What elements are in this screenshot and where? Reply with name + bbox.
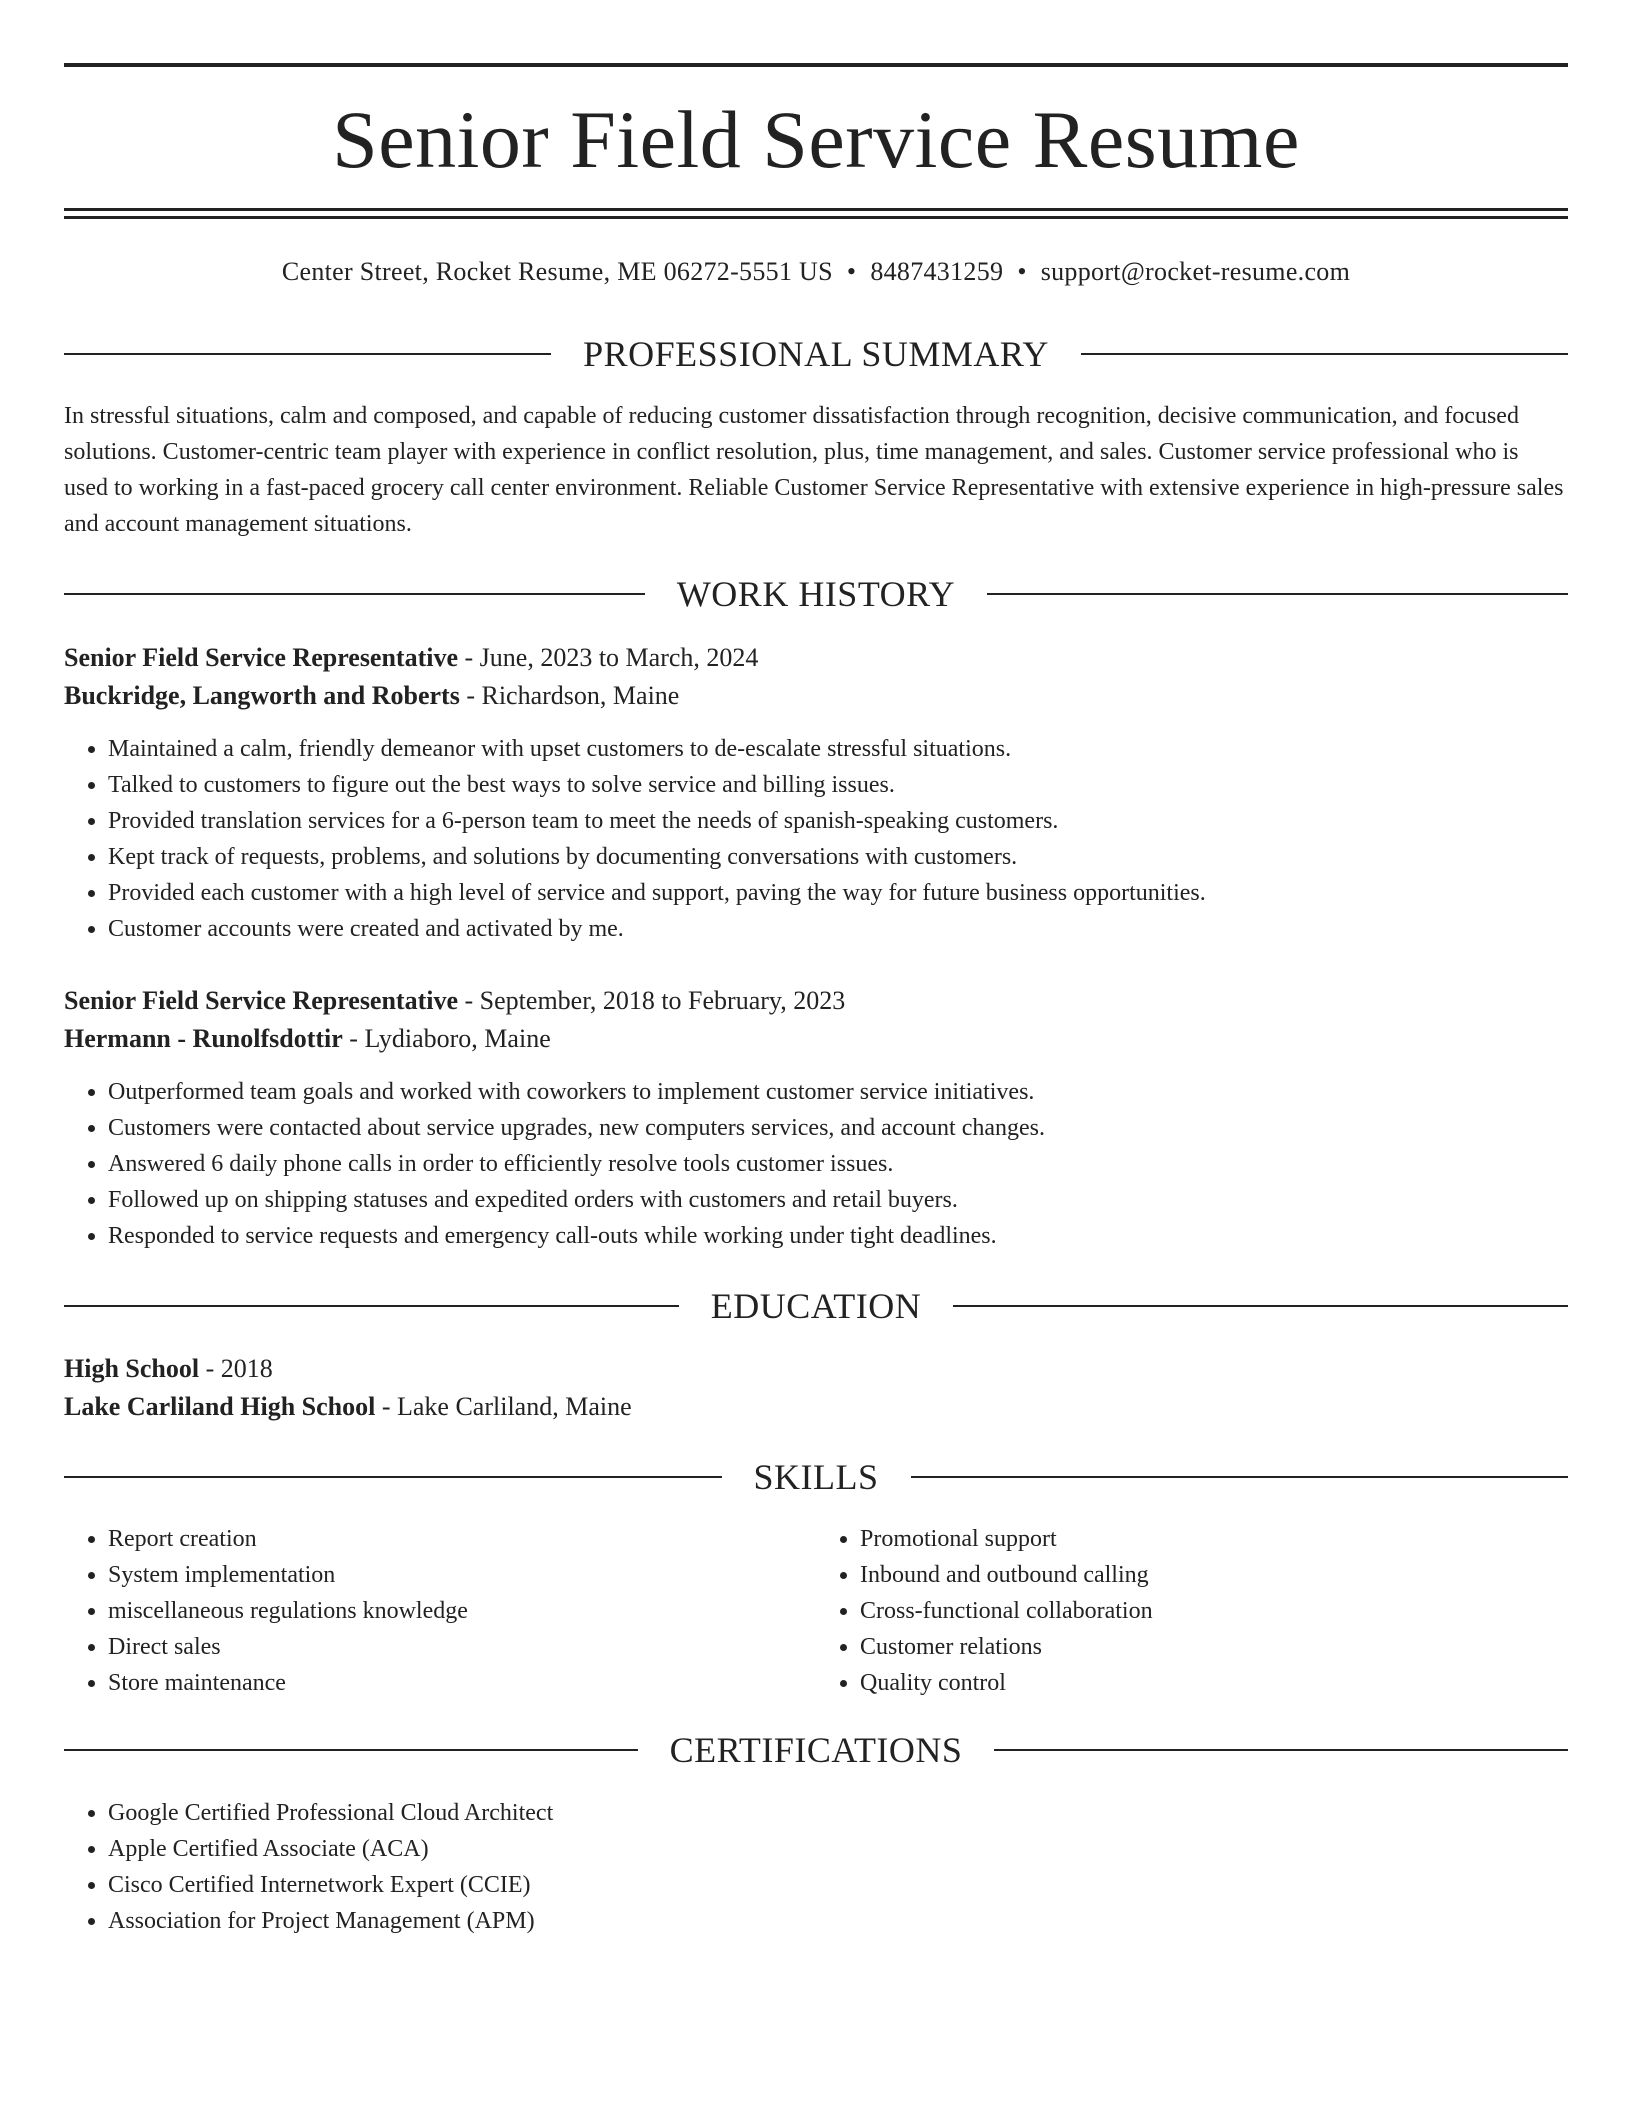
education-school: Lake Carliland High School [64,1392,376,1421]
heading-rule [64,593,645,595]
heading-rule [1081,353,1568,355]
section-title: WORK HISTORY [676,574,956,614]
contact-address: Center Street, Rocket Resume, ME 06272-5551 US [281,257,833,286]
contact-email: support@rocket-resume.com [1040,257,1351,286]
job-duties-list [64,1074,1568,1254]
education-year: - 2018 [199,1354,273,1383]
job-company-line [64,677,1568,715]
contact-line [64,254,1568,290]
list-item: • Customers were contacted about service upgrades, new computers services, and account changes. [108,1110,1568,1146]
job-entry [64,639,1568,947]
list-item: • Apple Certified Associate (ACA) [108,1831,1568,1867]
list-item: • Direct sales [108,1629,816,1665]
skills-list-left [64,1521,816,1701]
heading-rule [911,1476,1569,1478]
list-item: • Cisco Certified Internetwork Expert (CCIE) [108,1867,1568,1903]
list-item: • Promotional support [860,1521,1568,1557]
job-duties-list [64,731,1568,947]
list-item: • Inbound and outbound calling [860,1557,1568,1593]
list-item: • Answered 6 daily phone calls in order to efficiently resolve tools customer issues. [108,1146,1568,1182]
list-item: • System implementation [108,1557,816,1593]
list-item: • Report creation [108,1521,816,1557]
job-title-line [64,982,1568,1020]
list-item: • Kept track of requests, problems, and solutions by documenting conversations with customers. [108,839,1568,875]
top-divider [64,63,1568,67]
heading-rule [987,593,1568,595]
section-heading-summary [64,332,1568,376]
heading-rule [64,1749,638,1751]
skills-grid [64,1521,1568,1701]
job-company-line [64,1020,1568,1058]
list-item: • Responded to service requests and emergency call-outs while working under tight deadlines. [108,1218,1568,1254]
list-item: • Talked to customers to figure out the best ways to solve service and billing issues. [108,767,1568,803]
education-school-line [64,1388,1568,1426]
job-dates: - June, 2023 to March, 2024 [458,643,759,672]
list-item: • Maintained a calm, friendly demeanor with upset customers to de-escalate stressful situations. [108,731,1568,767]
job-company: Buckridge, Langworth and Roberts [64,681,460,710]
education-degree: High School [64,1354,200,1383]
job-entry [64,982,1568,1254]
resume-title: Senior Field Service Resume [332,94,1300,185]
job-title: Senior Field Service Representative [64,986,459,1015]
section-heading-certifications [64,1728,1568,1772]
skills-block [64,1521,1568,1701]
education-degree-line [64,1350,1568,1388]
title-double-divider [64,208,1568,219]
job-location: - Lydiaboro, Maine [342,1024,551,1053]
contact-separator: • [1017,257,1027,286]
list-item: • Store maintenance [108,1665,816,1701]
section-title: CERTIFICATIONS [669,1730,963,1770]
job-location: - Richardson, Maine [459,681,680,710]
section-title: EDUCATION [710,1286,922,1326]
section-heading-work-history [64,572,1568,616]
list-item: • Followed up on shipping statuses and expedited orders with customers and retail buyers. [108,1182,1568,1218]
section-heading-education [64,1284,1568,1328]
list-item: • Customer relations [860,1629,1568,1665]
contact-phone: 8487431259 [870,257,1004,286]
heading-rule [64,1476,722,1478]
job-title: Senior Field Service Representative [64,643,459,672]
certifications-list [64,1795,1568,1939]
list-item: • Customer accounts were created and activated by me. [108,911,1568,947]
list-item: • Google Certified Professional Cloud Architect [108,1795,1568,1831]
heading-rule [64,1305,679,1307]
job-dates: - September, 2018 to February, 2023 [458,986,846,1015]
section-title: PROFESSIONAL SUMMARY [583,334,1049,374]
list-item: • Provided translation services for a 6-person team to meet the needs of spanish-speaking customers. [108,803,1568,839]
section-title: SKILLS [753,1457,879,1497]
heading-rule [953,1305,1568,1307]
list-item: • Provided each customer with a high level of service and support, paving the way for future business opportunities. [108,875,1568,911]
heading-rule [994,1749,1568,1751]
section-heading-skills [64,1455,1568,1499]
certifications-block [64,1795,1568,1939]
education-location: - Lake Carliland, Maine [375,1392,632,1421]
list-item: • Cross-functional collaboration [860,1593,1568,1629]
contact-separator: • [846,257,857,286]
list-item: • Quality control [860,1665,1568,1701]
education-entry [64,1350,1568,1426]
summary-text: In stressful situations, calm and composed, and capable of reducing customer dissatisfaction through recognition, decisive communication, and focused solutions. Customer-centric team player with experience in conflict resolution, plus, time management, and sales. Customer service professional who is used to working in a fast-paced grocery call center environment. Reliable Customer Service Representative with extensive experience in high-pressure sales and account management situations. [64,403,1564,537]
skills-list-right [816,1521,1568,1701]
job-title-line [64,639,1568,677]
list-item: • Association for Project Management (APM) [108,1903,1568,1939]
list-item: • Outperformed team goals and worked with coworkers to implement customer service initiatives. [108,1074,1568,1110]
heading-rule [64,353,551,355]
list-item: • miscellaneous regulations knowledge [108,1593,816,1629]
job-company: Hermann - Runolfsdottir [64,1024,343,1053]
summary-block [64,398,1568,542]
